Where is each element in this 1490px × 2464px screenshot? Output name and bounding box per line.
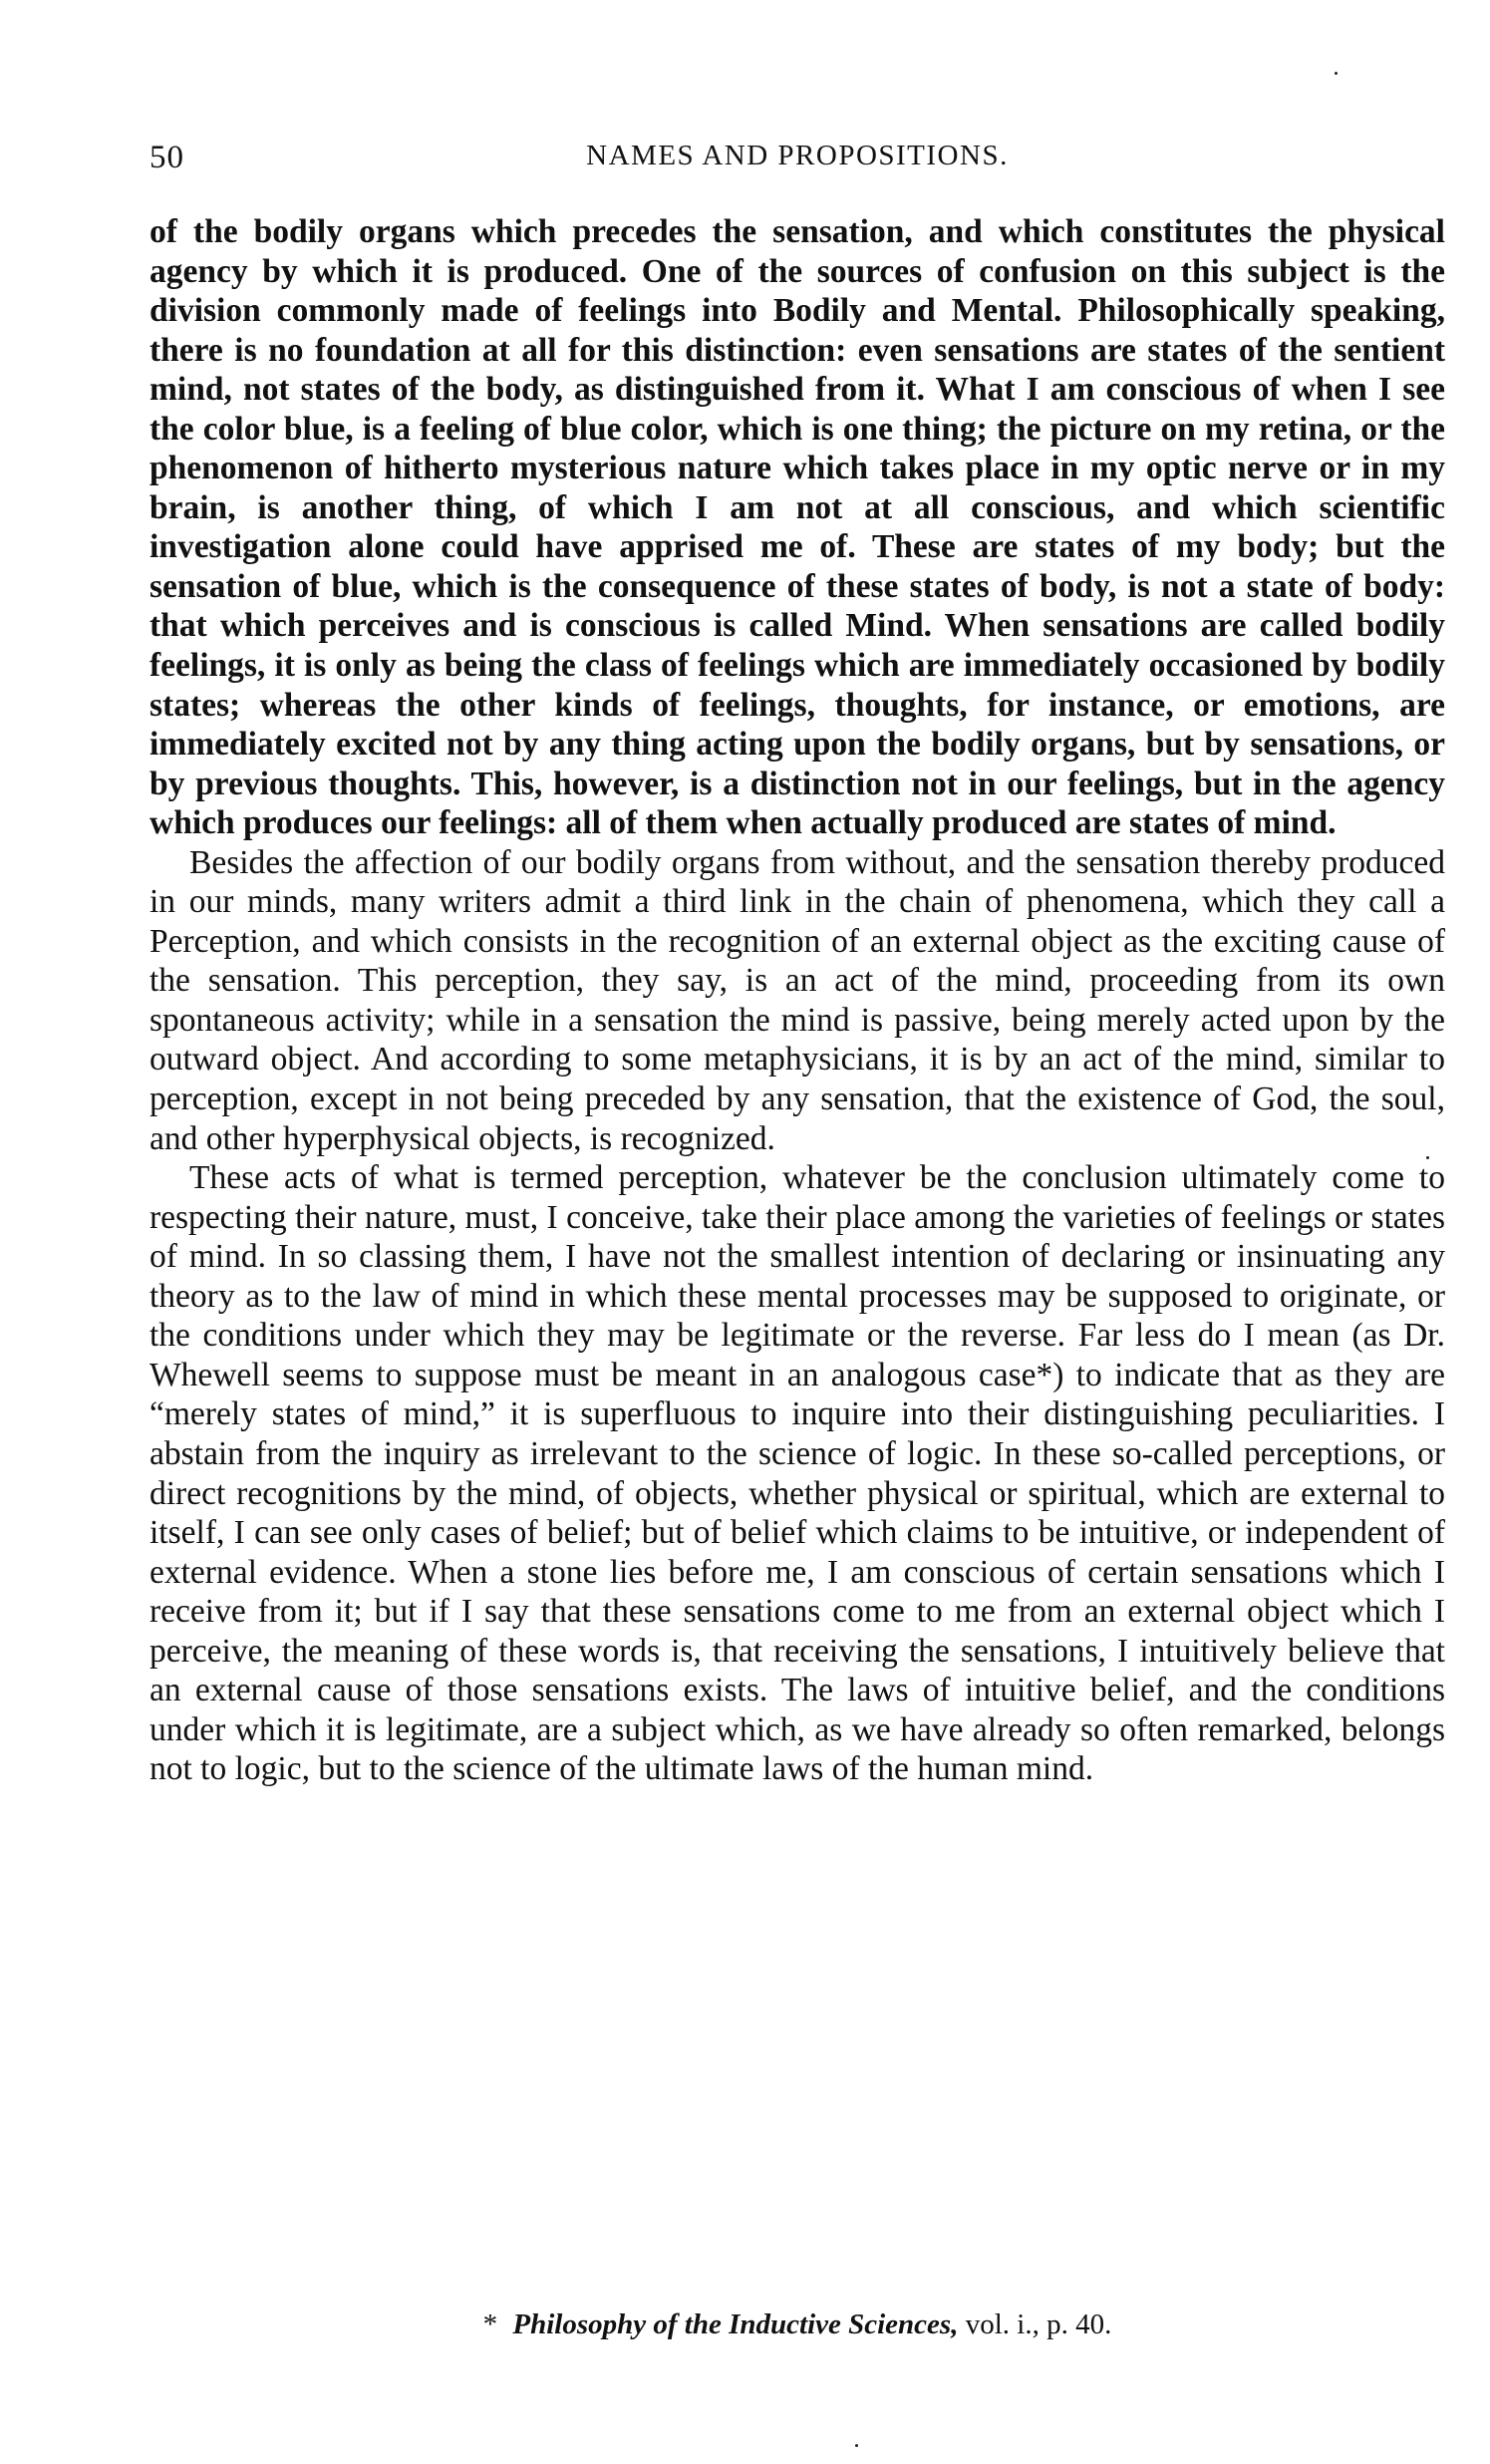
page-header	[149, 140, 1445, 179]
paragraph-perception: Besides the affection of our bodily organs from without, and the sensation thereby produced in our minds, many writers admit a third link in the chain of phenomena, which they call a Perception, and which consists in the recognition of an external object as the exciting cause of the sensation. This perception, they say, is an act of the mind, proceeding from its own spontaneous activity; while in a sensation the mind is passive, being merely acted upon by the outward object. And according to some metaphysicians, it is by an act of the mind, similar to perception, except in not being preceded by any sensation, that the existence of God, the soul, and other hyperphysical objects, is recognized.	[149, 843, 1445, 1157]
print-speck	[1335, 72, 1338, 75]
body-text	[149, 212, 1445, 1789]
footnote-mark: *	[482, 2309, 498, 2340]
print-speck	[855, 2444, 858, 2447]
footnote-reference: vol. i., p. 40.	[965, 2309, 1112, 2340]
paragraph-continued: of the bodily organs which precedes the sensation, and which constitutes the physical agency by which it is produced. One of the sources of confusion on this subject is the division commonly made of feelings into Bodily and Mental. Philosophically speaking, there is no foundation at all for this distinction: even sensations are states of the sentient mind, not states of the body, as distinguished from it. What I am conscious of when I see the color blue, is a feeling of blue color, which is one thing; the picture on my retina, or the phenomenon of hitherto mysterious nature which takes place in my optic nerve or in my brain, is another thing, of which I am not at all conscious, and which scientific investigation alone could have apprised me of. These are states of my body; but the sensation of blue, which is the consequence of these states of body, is not a state of body: that which perceives and is conscious is called Mind. When sensations are called bodily feelings, it is only as being the class of feelings which are immediately occasioned by bodily states; whereas the other kinds of feelings, thoughts, for instance, or emotions, are immediately excited not by any thing acting upon the bodily organs, but by sensations, or by previous thoughts. This, however, is a distinction not in our feelings, but in the agency which produces our feelings: all of them when actually produced are states of mind.	[149, 213, 1445, 842]
footnote	[149, 2309, 1445, 2341]
running-title: NAMES AND PROPOSITIONS.	[586, 140, 1009, 171]
page-number: 50	[149, 140, 184, 175]
footnote-title: Philosophy of the Inductive Sciences,	[512, 2309, 959, 2340]
paragraph-acts-of-perception: These acts of what is termed perception, whatever be the conclusion ultimately come to respecting their nature, must, I conceive, take their place among the varieties of feelings or states of mind. In so classing them, I have not the smallest intention of declaring or insinuating any theory as to the law of mind in which these mental processes may be supposed to originate, or the conditions under which they may be legitimate or the reverse. Far less do I mean (as Dr. Whewell seems to suppose must be meant in an analogous case*) to indicate that as they are “merely states of mind,” it is superfluous to inquire into their distinguishing peculiarities. I abstain from the inquiry as irrelevant to the science of logic. In these so-called perceptions, or direct recognitions by the mind, of objects, whether physical or spiritual, which are external to itself, I can see only cases of belief; but of belief which claims to be intuitive, or independent of external evidence. When a stone lies before me, I am conscious of certain sensations which I receive from it; but if I say that these sensations come to me from an external object which I perceive, the meaning of these words is, that receiving the sensations, I intuitively believe that an external cause of those sensations exists. The laws of intuitive belief, and the conditions under which it is legitimate, are a subject which, as we have already so often remarked, belongs not to logic, but to the science of the ultimate laws of the human mind.	[149, 1159, 1445, 1788]
